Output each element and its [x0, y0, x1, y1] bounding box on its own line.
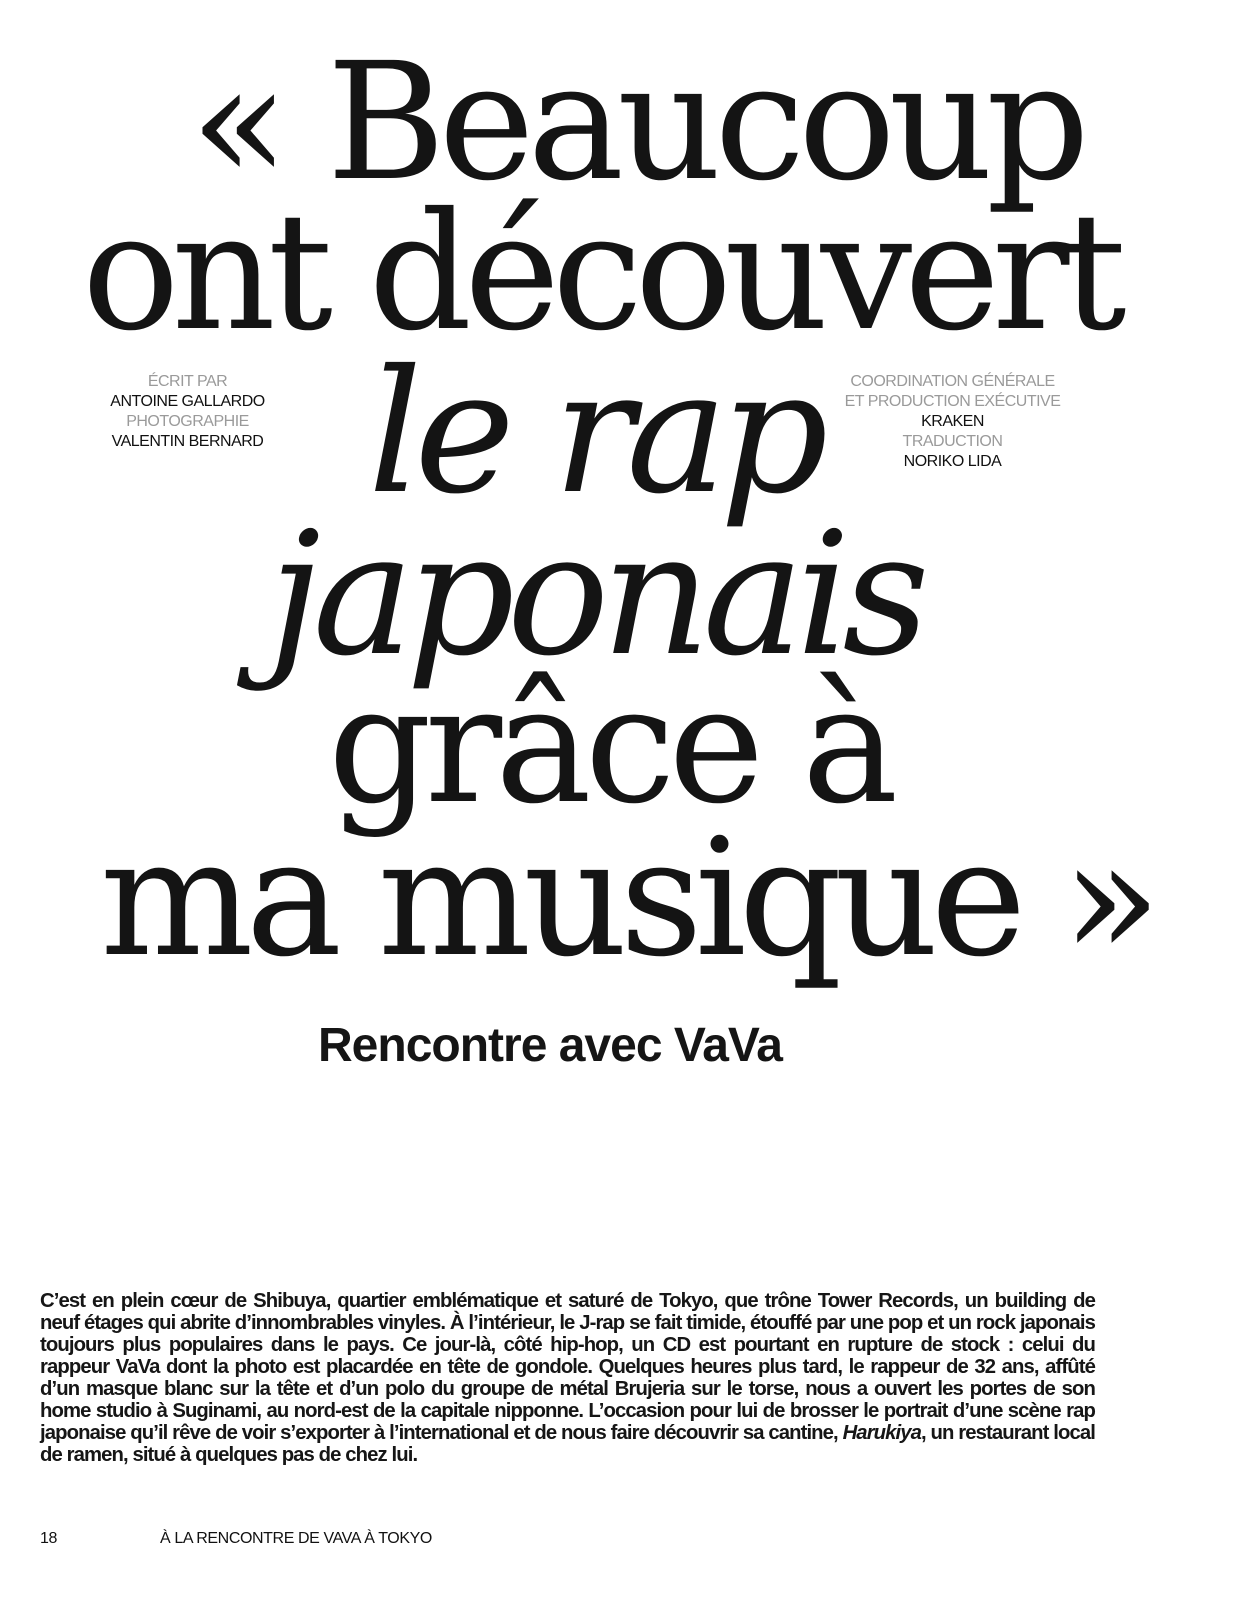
credits-right: [830, 372, 1075, 472]
written-by-label: ÉCRIT PAR: [147, 373, 228, 390]
photo-name: VALENTIN BERNARD: [111, 433, 264, 450]
headline-line-6: ma musique »: [100, 805, 1154, 993]
headline-line-3: le rap: [368, 334, 821, 532]
restaurant-name: Harukiya: [842, 1422, 922, 1444]
written-by-name: ANTOINE GALLARDO: [110, 393, 265, 410]
credits-left: [90, 372, 285, 452]
intro-text-part-1: C’est en plein cœur de Shibuya, quartier emblématique et saturé de Tokyo, que trône Tower Records, un building de neuf étages qui abrite d’innombrables vinyles. À l’intérieur, le J-rap se fait timide, étouffé par une pop et un rock japonais toujours plus populaires dans le pays. Ce jour-là, côté hip-hop, un CD est pourtant en rupture de stock : celui du rappeur VaVa dont la photo est placardée en tête de gondole. Quelques heures plus tard, le rappeur de 32 ans, affûté d’un masque blanc sur la tête et d’un polo du groupe de métal Brujeria sur le torse, nous a ouvert les portes de son home studio à Suginami, au nord-est de la capitale nipponne. L’occasion pour lui de brosser le portrait d’une scène rap japonaise qu’il rêve de voir s’exporter à l’international et de nous faire découvrir sa cantine,: [40, 1290, 1095, 1444]
subtitle: Rencontre avec VaVa: [318, 1019, 782, 1072]
intro-text-part-2: , un restaurant local de ramen, situé à quelques pas de chez lui.: [40, 1422, 1095, 1466]
translation-label: TRADUCTION: [902, 433, 1003, 450]
headline-line-4: japonais: [268, 496, 922, 694]
headline-line-5: grâce à: [328, 652, 892, 840]
coordination-label-line-1: COORDINATION GÉNÉRALE: [850, 373, 1055, 390]
page-number: 18: [40, 1530, 57, 1547]
headline-line-1: « Beaucoup: [190, 29, 1083, 217]
coordination-name: KRAKEN: [921, 413, 984, 430]
running-title: À LA RENCONTRE DE VAVA À TOKYO: [160, 1530, 432, 1547]
intro-paragraph: [40, 1290, 1095, 1466]
translation-name: NORIKO LIDA: [903, 453, 1002, 470]
headline-line-2: ont découvert: [82, 179, 1119, 367]
photo-label: PHOTOGRAPHIE: [126, 413, 249, 430]
coordination-label-line-2: ET PRODUCTION EXÉCUTIVE: [844, 393, 1061, 410]
